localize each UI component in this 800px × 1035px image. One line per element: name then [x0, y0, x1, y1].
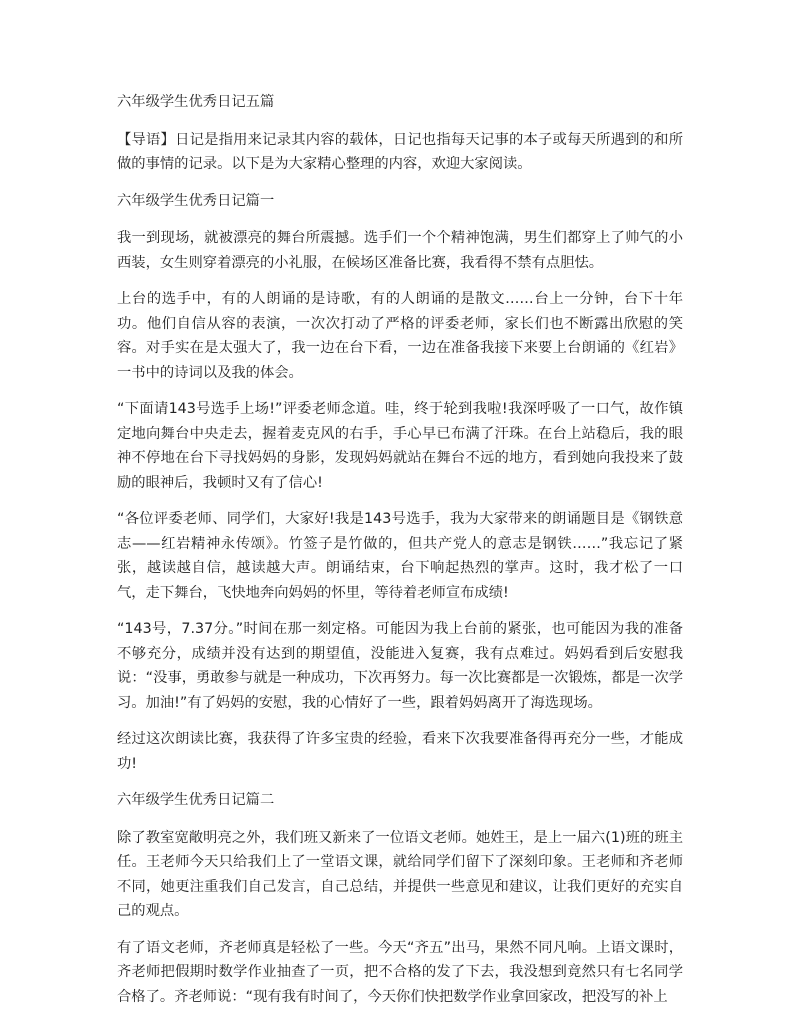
section-heading-2: 六年级学生优秀日记篇二 [117, 792, 275, 808]
paragraph: “下面请143号选手上场!”评委老师念道。哇，终于轮到我啦!我深呼吸了一口气，故作镇定地向舞台中央走去，握着麦克风的右手，手心早已布满了汗珠。在台上站稳后，我的眼神不停地在台下寻找妈妈的身影，发现妈妈就站在舞台不远的地方，看到她向我投来了鼓励的眼神后，我顿时又有了信心! [117, 401, 683, 491]
paragraph: 有了语文老师，齐老师真是轻松了一些。今天“齐五”出马，果然不同凡响。上语文课时，齐老师把假期时数学作业抽查了一页，把不合格的发了下去，我没想到竟然只有七名同学合格了。齐老师说：“现有我有时间了，今天你们快把数学作业拿回家改，把没写的补上 [117, 939, 683, 1005]
paragraph: “各位评委老师、同学们，大家好!我是143号选手，我为大家带来的朗诵题目是《钢铁意志——红岩精神永传颂》。竹签子是竹做的，但共产党人的意志是钢铁……”我忘记了紧张，越读越自信，越读越大声。朗诵结束，台下响起热烈的掌声。这时，我才松了一口气，走下舞台，飞快地奔向妈妈的怀里，等待着老师宣布成绩! [117, 511, 683, 601]
paragraph: “143号，7.37分。”时间在那一刻定格。可能因为我上台前的紧张，也可能因为我的准备不够充分，成绩并没有达到的期望值，没能进入复赛，我有点难过。妈妈看到后安慰我说：“没事，勇敢参与就是一种成功，下次再努力。每一次比赛都是一次锻炼，都是一次学习。加油!”有了妈妈的安慰，我的心情好了一些，跟着妈妈离开了海选现场。 [117, 621, 683, 711]
intro-paragraph: 【导语】日记是指用来记录其内容的载体，日记也指每天记事的本子或每天所遇到的和所做的事情的记录。以下是为大家精心整理的内容，欢迎大家阅读。 [117, 131, 683, 172]
paragraph: 除了教室宽敞明亮之外，我们班又新来了一位语文老师。她姓王，是上一届六(1)班的班主任。王老师今天只给我们上了一堂语文课，就给同学们留下了深刻印象。王老师和齐老师不同，她更注重我们自己发言，自己总结，并提供一些意见和建议，让我们更好的充实自己的观点。 [117, 829, 683, 919]
section-heading-1: 六年级学生优秀日记篇一 [117, 192, 275, 209]
document-page [117, 90, 683, 1021]
document-title: 六年级学生优秀日记五篇 [117, 94, 275, 110]
paragraph: 我一到现场，就被漂亮的舞台所震撼。选手们一个个精神饱满，男生们都穿上了帅气的小西装，女生则穿着漂亮的小礼服，在候场区准备比赛，我看得不禁有点胆怯。 [117, 230, 683, 271]
paragraph: 经过这次朗读比赛，我获得了许多宝贵的经验，看来下次我要准备得再充分一些，才能成功! [117, 731, 683, 772]
paragraph: 上台的选手中，有的人朗诵的是诗歌，有的人朗诵的是散文……台上一分钟，台下十年功。他们自信从容的表演，一次次打动了严格的评委老师，家长们也不断露出欣慰的笑容。对手实在是太强大了，我一边在台下看，一边在准备我接下来要上台朗诵的《红岩》一书中的诗词以及我的体会。 [117, 291, 683, 381]
